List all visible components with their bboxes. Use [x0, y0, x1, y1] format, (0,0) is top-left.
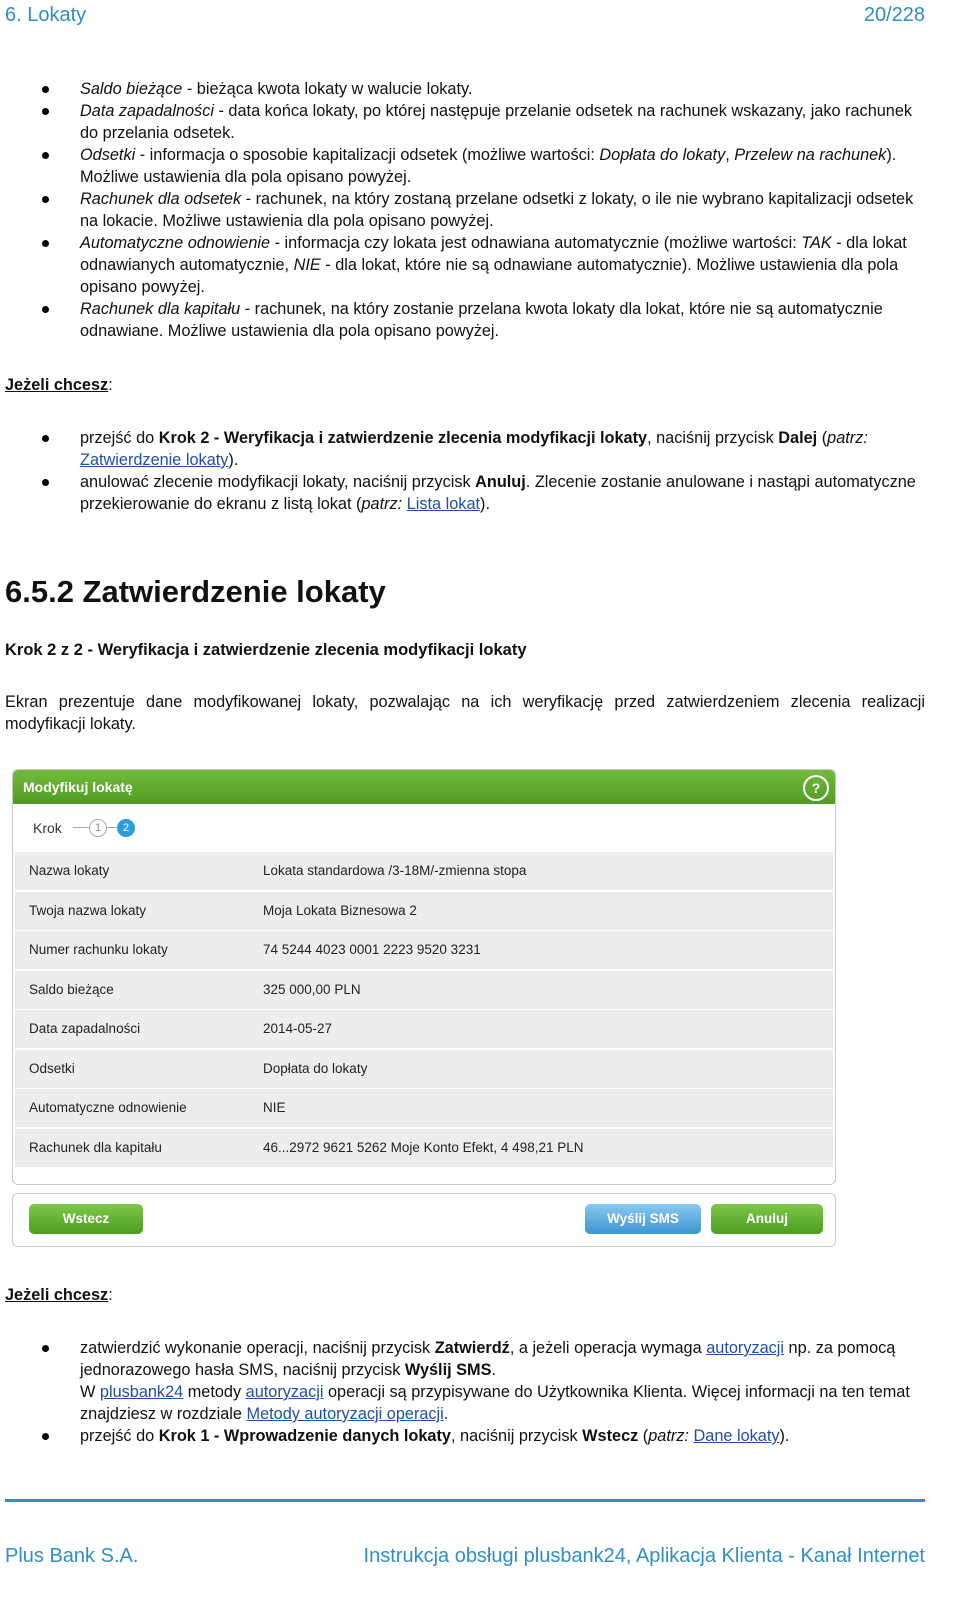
step-title: Krok 2 z 2 - Weryfikacja i zatwierdzenie zlecenia modyfikacji lokaty [5, 641, 527, 659]
screenshot-modify-deposit [12, 769, 834, 1249]
list-item: Rachunek dla odsetek - rachunek, na który zostaną przelane odsetki z lokaty, o ile nie wybrano kapitalizacji odsetek na lokacie. Możliwe ustawienia dla pola opisano powyżej. [0, 188, 928, 232]
modify-deposit-panel [12, 769, 836, 1185]
table-row: Automatyczne odnowienie NIE [15, 1089, 833, 1127]
table-row: Data zapadalności 2014-05-27 [15, 1010, 833, 1048]
list-item: Odsetki - informacja o sposobie kapitalizacji odsetek (możliwe wartości: Dopłata do lokaty, Przelew na rachunek). Możliwe ustawienia dla pola opisano powyżej. [0, 144, 928, 188]
table-row: Odsetki Dopłata do lokaty [15, 1050, 833, 1088]
link-autoryzacji-2[interactable]: autoryzacji [245, 1383, 324, 1401]
footer-divider [5, 1499, 925, 1502]
actions-list-2 [0, 1337, 928, 1447]
page-header [5, 4, 925, 28]
footer-company: Plus Bank S.A. [5, 1545, 139, 1567]
table-row: Saldo bieżące 325 000,00 PLN [15, 971, 833, 1009]
list-item: przejść do Krok 2 - Weryfikacja i zatwierdzenie zlecenia modyfikacji lokaty, naciśnij przycisk Dalej (patrz: Zatwierdzenie lokaty). [0, 427, 928, 471]
cancel-button[interactable]: Anuluj [711, 1204, 823, 1234]
footer-doc-title: Instrukcja obsługi plusbank24, Aplikacja Klienta - Kanał Internet [363, 1545, 925, 1567]
list-item: zatwierdzić wykonanie operacji, naciśnij przycisk Zatwierdź, a jeżeli operacja wymaga autoryzacji np. za pomocą jednorazowego hasła SMS, naciśnij przycisk Wyślij SMS. W plusbank24 metody autoryzacji operacji są przypisywane do Użytkownika Klienta. Więcej informacji na ten temat znajdziesz w rozdziale Metody autoryzacji operacji. [0, 1337, 928, 1425]
if-you-want-heading-1: Jeżeli chcesz: [5, 376, 113, 394]
link-plusbank24[interactable]: plusbank24 [99, 1383, 184, 1401]
link-autoryzacji[interactable]: autoryzacji [706, 1339, 785, 1357]
link-lista-lokat[interactable]: Lista lokat [406, 495, 481, 513]
send-sms-button[interactable]: Wyślij SMS [585, 1204, 701, 1234]
header-page-number: 20/228 [863, 4, 925, 26]
button-bar [12, 1193, 836, 1247]
link-dane-lokaty[interactable]: Dane lokaty [693, 1427, 780, 1445]
actions-list-1 [0, 427, 928, 515]
term: Automatyczne odnowienie [80, 234, 271, 252]
header-section: 6. Lokaty [5, 4, 87, 26]
list-item: Saldo bieżące - bieżąca kwota lokaty w walucie lokaty. [0, 78, 928, 100]
section-title: 6.5.2 Zatwierdzenie lokaty [5, 574, 386, 609]
term: Odsetki [80, 146, 136, 164]
list-item: Automatyczne odnowienie - informacja czy lokata jest odnawiana automatycznie (możliwe wartości: TAK - dla lokat odnawianych automatycznie, NIE - dla lokat, które nie są odnawiane automatycznie). Możliwe ustawienia dla pola opisano powyżej. [0, 232, 928, 298]
list-item: anulować zlecenie modyfikacji lokaty, naciśnij przycisk Anuluj. Zlecenie zostanie anulowane i nastąpi automatyczne przekierowanie do ekranu z listą lokat (patrz: Lista lokat). [0, 471, 928, 515]
term: Data zapadalności [80, 102, 214, 120]
term: Saldo bieżące [80, 80, 183, 98]
if-you-want-heading-2: Jeżeli chcesz: [5, 1286, 113, 1304]
intro-paragraph: Ekran prezentuje dane modyfikowanej lokaty, pozwalając na ich weryfikację przed zatwierdzeniem zlecenia realizacji modyfikacji lokaty. [5, 693, 925, 733]
link-metody-autoryzacji[interactable]: Metody autoryzacji operacji [246, 1405, 444, 1423]
table-row: Rachunek dla kapitału 46...2972 9621 5262 Moje Konto Efekt, 4 498,21 PLN [15, 1129, 833, 1167]
help-icon[interactable]: ? [803, 775, 829, 801]
step-2-icon: 2 [117, 819, 135, 837]
table-row: Twoja nazwa lokaty Moja Lokata Biznesowa 2 [15, 892, 833, 930]
step-indicator: Krok 1 2 [13, 804, 835, 852]
field-description-list [0, 78, 928, 342]
panel-title: Modyfikuj lokatę ? [13, 770, 835, 804]
table-row: Nazwa lokaty Lokata standardowa /3-18M/-zmienna stopa [15, 852, 833, 890]
list-item: Rachunek dla kapitału - rachunek, na który zostanie przelana kwota lokaty dla lokat, które nie są automatycznie odnawiane. Możliwe ustawienia dla pola opisano powyżej. [0, 298, 928, 342]
back-button[interactable]: Wstecz [29, 1204, 143, 1234]
link-zatwierdzenie-lokaty[interactable]: Zatwierdzenie lokaty [80, 451, 229, 469]
list-item: przejść do Krok 1 - Wprowadzenie danych lokaty, naciśnij przycisk Wstecz (patrz: Dane lokaty). [0, 1425, 928, 1447]
table-row: Numer rachunku lokaty 74 5244 4023 0001 2223 9520 3231 [15, 931, 833, 969]
step-1-icon: 1 [89, 819, 107, 837]
term: Rachunek dla kapitału [80, 300, 241, 318]
list-item: Data zapadalności - data końca lokaty, po której następuje przelanie odsetek na rachunek wskazany, jako rachunek do przelania odsetek. [0, 100, 928, 144]
term: Rachunek dla odsetek [80, 190, 242, 208]
